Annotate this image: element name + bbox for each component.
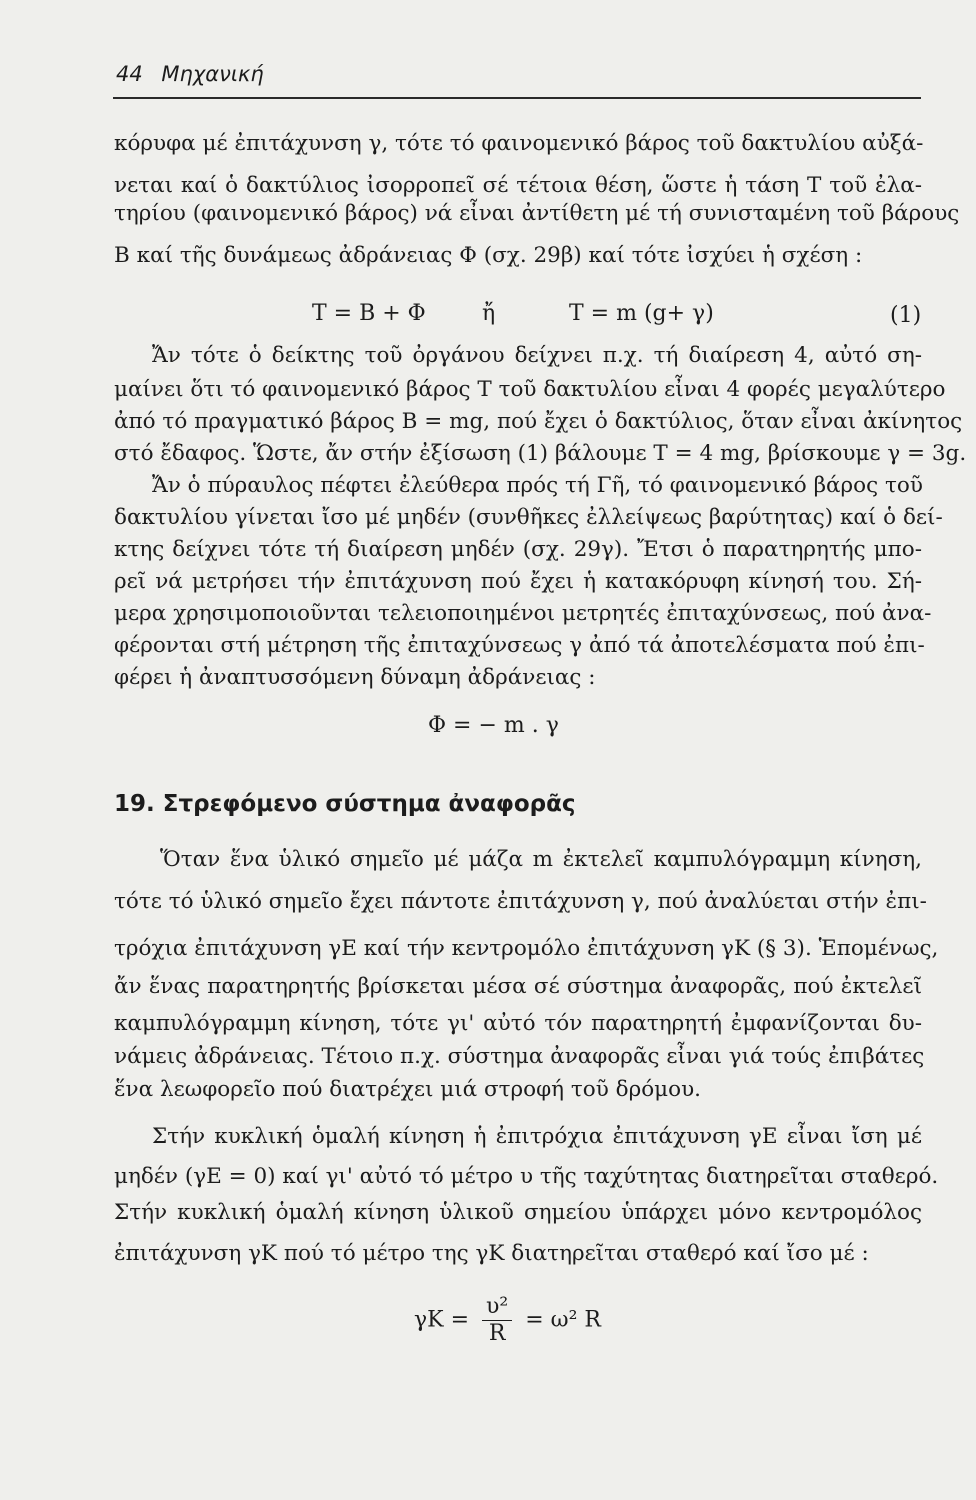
text-line: νάμεις ἀδράνειας. Τέτοιο π.χ. σύστημα ἀναφορᾶς εἶναι γιά τούς ἐπιβάτες (114, 1044, 925, 1069)
section-heading (114, 789, 576, 819)
text-line: καμπυλόγραμμη κίνηση, τότε γι' αὐτό τόν παρατηρητή ἐμφανίζονται δυ- (114, 1011, 922, 1036)
equation-1-left: T = B + Φ (312, 301, 426, 326)
text-line: μερα χρησιμοποιοῦνται τελειοποιημένοι μετρητές ἐπιταχύνσεως, πού ἀνα- (114, 601, 932, 626)
equation-1-number: (1) (890, 303, 922, 328)
text-line: ἐπιτάχυνση γK πού τό μέτρο της γK διατηρεῖται σταθερό καί ἴσο μέ : (114, 1241, 869, 1266)
text-line: μαίνει ὅτι τό φαινομενικό βάρος T τοῦ δακτυλίου εἶναι 4 φορές μεγαλύτερο (114, 377, 946, 402)
text-line: Ἄν ὁ πύραυλος πέφτει ἐλεύθερα πρός τή Γῆ, τό φαινομενικό βάρος τοῦ (152, 473, 923, 498)
text-line: κτης δείχνει τότε τή διαίρεση μηδέν (σχ. 29γ). Ἔτσι ὁ παρατηρητής μπο- (114, 537, 922, 562)
text-line: νεται καί ὁ δακτύλιος ἰσορροπεῖ σέ τέτοια θέση, ὥστε ἡ τάση T τοῦ ἐλα- (114, 173, 922, 198)
text-line: B καί τῆς δυνάμεως ἀδράνειας Φ (σχ. 29β) καί τότε ἰσχύει ἡ σχέση : (114, 243, 863, 268)
equals-sign: = (450, 1307, 470, 1333)
fraction-numerator: υ² (482, 1294, 512, 1321)
text-line: τρόχια ἐπιτάχυνση γE καί τήν κεντρομόλο ἐπιτάχυνση γK (§ 3). Ἑπομένως, (114, 936, 939, 961)
equation-2: Φ = − m . γ (428, 713, 559, 738)
equals-sign: = (525, 1307, 544, 1333)
section-title: Μηχανική (161, 62, 264, 86)
text-line: φέρονται στή μέτρηση τῆς ἐπιταχύνσεως γ ἀπό τά ἀποτελέσματα πού ἐπι- (114, 633, 925, 658)
text-line: Ὅταν ἕνα ὑλικό σημεῖο μέ μάζα m ἐκτελεῖ καμπυλόγραμμη κίνηση, (160, 847, 922, 872)
text-line: ἀπό τό πραγματικό βάρος B = mg, πού ἔχει ὁ δακτύλιος, ὅταν εἶναι ἀκίνητος (114, 409, 963, 434)
text-line: κόρυφα μέ ἐπιτάχυνση γ, τότε τό φαινομενικό βάρος τοῦ δακτυλίου αὐξά- (114, 131, 924, 156)
text-line: ρεῖ νά μετρήσει τήν ἐπιτάχυνση πού ἔχει ἡ κατακόρυφη κίνησή του. Σή- (114, 569, 922, 594)
running-header (116, 62, 264, 86)
text-line: δακτυλίου γίνεται ἴσο μέ μηδέν (συνθῆκες ἐλλείψεως βαρύτητας) καί ὁ δεί- (114, 505, 943, 530)
text-line: τότε τό ὑλικό σημεῖο ἔχει πάντοτε ἐπιτάχυνση γ, πού ἀναλύεται στήν ἐπι- (114, 889, 927, 914)
text-line: μηδέν (γE = 0) καί γι' αὐτό τό μέτρο υ τῆς ταχύτητας διατηρεῖται σταθερό. (114, 1164, 939, 1189)
equation-3-lhs: γK (414, 1307, 444, 1333)
fraction (482, 1294, 512, 1347)
text-line: τηρίου (φαινομενικό βάρος) νά εἶναι ἀντίθετη μέ τή συνισταμένη τοῦ βάρους (114, 201, 960, 226)
page-number: 44 (116, 62, 143, 86)
equation-3-rhs: ω² R (550, 1307, 601, 1333)
text-line: φέρει ἡ ἀναπτυσσόμενη δύναμη ἀδράνειας : (114, 665, 596, 690)
header-rule (113, 97, 921, 99)
equation-3 (414, 1294, 601, 1347)
text-line: Ἄν τότε ὁ δείκτης τοῦ ὀργάνου δείχνει π.χ. τή διαίρεση 4, αὐτό ση- (152, 343, 922, 368)
section-heading-title: Στρεφόμενο σύστημα ἀναφορᾶς (162, 791, 576, 817)
text-line: ἕνα λεωφορεῖο πού διατρέχει μιά στροφή τοῦ δρόμου. (114, 1077, 701, 1102)
section-number: 19. (114, 791, 155, 817)
text-line: Στήν κυκλική ὁμαλή κίνηση ὑλικοῦ σημείου ὑπάρχει μόνο κεντρομόλος (114, 1200, 922, 1225)
text-line: Στήν κυκλική ὁμαλή κίνηση ἡ ἐπιτρόχια ἐπιτάχυνση γE εἶναι ἴση μέ (152, 1124, 922, 1149)
text-line: στό ἔδαφος. Ὥστε, ἄν στήν ἐξίσωση (1) βάλουμε T = 4 mg, βρίσκουμε γ = 3g. (114, 441, 967, 466)
text-line: ἄν ἕνας παρατηρητής βρίσκεται μέσα σέ σύστημα ἀναφορᾶς, πού ἐκτελεῖ (114, 974, 922, 999)
equation-1-or: ἤ (482, 301, 496, 326)
equation-1-right: T = m (g+ γ) (569, 301, 714, 326)
fraction-denominator: R (488, 1321, 506, 1346)
